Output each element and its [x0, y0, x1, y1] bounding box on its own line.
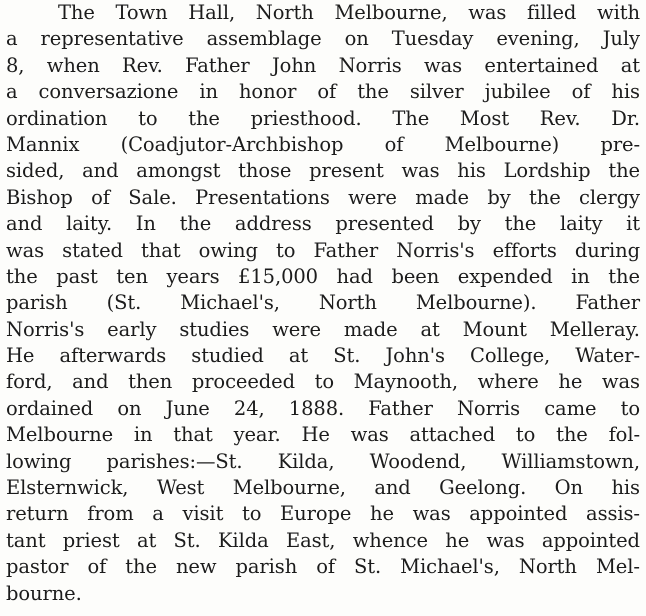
word: ordination	[6, 106, 108, 130]
word: St.	[333, 344, 361, 368]
word: that	[173, 423, 213, 447]
word: filled	[526, 1, 577, 24]
word: Father	[575, 291, 640, 315]
word: The	[392, 106, 430, 130]
word: afterwards	[59, 344, 167, 368]
word: Town	[115, 1, 168, 24]
word: present	[309, 159, 384, 183]
word: expended	[457, 264, 553, 288]
word: clergy	[579, 185, 640, 209]
word: (St.	[106, 291, 142, 315]
word: Mel-	[595, 555, 640, 579]
word: by	[457, 212, 481, 236]
word: visit	[182, 502, 224, 526]
word: St.	[354, 555, 382, 579]
word: was	[424, 53, 463, 77]
word: and	[82, 159, 119, 183]
word: Father	[313, 238, 379, 262]
word: pre-	[600, 132, 640, 156]
word: years	[166, 264, 220, 288]
word: from	[87, 502, 134, 526]
text-line	[6, 581, 640, 607]
word: that	[141, 238, 181, 262]
word: Presentations	[195, 185, 330, 209]
text-line	[6, 449, 640, 475]
text-line	[6, 132, 640, 158]
word: West	[156, 476, 205, 500]
text-line	[6, 422, 640, 448]
word: Hall,	[188, 1, 236, 24]
word: North	[255, 1, 314, 24]
word: the	[125, 555, 157, 579]
text-line	[6, 238, 640, 264]
word: Kilda,	[277, 449, 335, 473]
word: on	[117, 396, 142, 420]
word: the	[504, 212, 537, 236]
word: 24,	[233, 396, 265, 420]
word: to	[314, 370, 334, 394]
word: in	[199, 80, 218, 104]
word: East,	[285, 528, 336, 552]
word: evening,	[496, 27, 580, 51]
word: (Coadjutor-Archbishop	[120, 132, 344, 156]
word: Rev.	[122, 53, 163, 77]
word: stated	[62, 238, 123, 262]
word: the	[188, 106, 220, 130]
word: made	[343, 317, 398, 341]
text-line	[6, 475, 640, 501]
word: of	[317, 80, 337, 104]
word: studies	[179, 317, 250, 341]
word: studied	[191, 344, 264, 368]
word: where	[477, 370, 539, 394]
word: entertained	[484, 53, 599, 77]
word: the	[179, 212, 212, 236]
word: were	[272, 317, 321, 341]
word: he	[370, 502, 394, 526]
word: parish	[6, 291, 68, 315]
word: ford,	[6, 370, 53, 394]
word: Mount	[462, 317, 527, 341]
word: John's	[385, 344, 445, 368]
word: Rev.	[539, 106, 581, 130]
word: laity.	[66, 212, 113, 236]
word: laity	[559, 212, 603, 236]
word: attached	[409, 423, 496, 447]
word: Elsternwick,	[6, 476, 129, 500]
word: then	[128, 370, 173, 394]
word: those	[238, 159, 292, 183]
word: Kilda	[217, 528, 269, 552]
word: priest	[62, 528, 120, 552]
word: at	[136, 528, 157, 552]
text-line	[6, 106, 640, 132]
word: been	[391, 264, 440, 288]
word: priesthood.	[250, 106, 362, 130]
word: owing	[198, 238, 258, 262]
word: and	[374, 476, 411, 500]
word: Mannix	[6, 132, 80, 156]
word: proceeded	[191, 370, 295, 394]
word: 8,	[6, 53, 25, 77]
word: 1888.	[288, 396, 345, 420]
word: when	[46, 53, 100, 77]
word: to	[515, 423, 536, 447]
word: sided,	[6, 159, 65, 183]
word: £15,000	[238, 264, 318, 288]
word: Geelong.	[439, 476, 527, 500]
word: Father	[368, 396, 433, 420]
word: appointed	[469, 502, 568, 526]
word: was	[468, 1, 507, 24]
article-body	[6, 0, 640, 607]
word: to	[620, 396, 640, 420]
word: Melbourne).	[415, 291, 537, 315]
text-line	[6, 396, 640, 422]
word: past	[56, 264, 98, 288]
word: ordained	[6, 396, 94, 420]
word: was	[401, 159, 440, 183]
word: of	[316, 555, 335, 579]
word: was	[412, 502, 451, 526]
word: had	[336, 264, 373, 288]
word: The	[58, 1, 95, 24]
text-line	[6, 158, 640, 184]
word: Maynooth,	[353, 370, 458, 394]
word: John	[271, 53, 317, 77]
word: was	[486, 528, 525, 552]
text-line	[6, 185, 640, 211]
word: Sale.	[128, 185, 177, 209]
word: whence	[352, 528, 428, 552]
word: Michael's,	[400, 555, 500, 579]
word: with	[597, 1, 640, 24]
word: Water-	[575, 344, 640, 368]
word: the	[357, 80, 389, 104]
word: he	[558, 370, 583, 394]
word: of	[91, 185, 110, 209]
word: to	[241, 502, 262, 526]
word: amongst	[136, 159, 221, 183]
word: efforts	[492, 238, 557, 262]
word: the	[608, 264, 640, 288]
word: presented	[335, 212, 434, 236]
word: conversazione	[38, 80, 179, 104]
word: honor	[238, 80, 297, 104]
word: a	[152, 502, 164, 526]
word: and	[72, 370, 109, 394]
word: Bishop	[6, 185, 73, 209]
word: In	[135, 212, 156, 236]
word: made	[415, 185, 469, 209]
word: Most	[459, 106, 510, 130]
word: Williamstown,	[501, 449, 640, 473]
text-line	[6, 79, 640, 105]
text-line	[6, 554, 640, 580]
word: his	[611, 80, 640, 104]
word: early	[107, 317, 157, 341]
word: address	[234, 212, 312, 236]
word: He	[6, 344, 35, 368]
word: Father	[185, 53, 250, 77]
word: Norris	[338, 53, 402, 77]
word: bourne.	[6, 581, 82, 605]
word: he	[445, 528, 470, 552]
word: to	[138, 106, 158, 130]
word: the	[608, 159, 640, 183]
word: Michael's,	[180, 291, 280, 315]
word: ten	[116, 264, 148, 288]
word: at	[420, 317, 440, 341]
word: a	[6, 27, 18, 51]
word: On	[554, 476, 583, 500]
word: in	[133, 423, 153, 447]
word: on	[344, 27, 369, 51]
word: June	[165, 396, 210, 420]
word: St.	[173, 528, 201, 552]
word: Lordship	[503, 159, 591, 183]
word: of	[384, 132, 404, 156]
word: parish	[235, 555, 298, 579]
word: North	[318, 291, 377, 315]
text-line	[6, 501, 640, 527]
word: in	[571, 264, 590, 288]
word: was	[601, 370, 640, 394]
word: a	[6, 80, 18, 104]
word: Norris's	[396, 238, 475, 262]
text-line	[6, 343, 640, 369]
word: parishes:—St.	[106, 449, 243, 473]
word: Melbourne,	[334, 1, 448, 24]
word: He	[301, 423, 330, 447]
word: assis-	[586, 502, 640, 526]
word: new	[175, 555, 217, 579]
word: by	[487, 185, 511, 209]
word: of	[87, 555, 107, 579]
word: Woodend,	[369, 449, 467, 473]
word: year.	[233, 423, 281, 447]
word: came	[544, 396, 597, 420]
text-line	[6, 26, 640, 52]
text-line	[6, 0, 640, 26]
word: were	[348, 185, 397, 209]
word: at	[288, 344, 309, 368]
word: his	[611, 476, 640, 500]
word: during	[574, 238, 640, 262]
text-line	[6, 369, 640, 395]
word: the	[6, 264, 38, 288]
word: representative	[40, 27, 184, 51]
word: pastor	[6, 555, 69, 579]
word: College,	[470, 344, 551, 368]
word: Melbourne)	[444, 132, 560, 156]
word: tant	[6, 528, 46, 552]
text-line	[6, 53, 640, 79]
word: was	[6, 238, 45, 262]
text-line	[6, 528, 640, 554]
word: was	[350, 423, 389, 447]
word: and	[6, 212, 43, 236]
word: assemblage	[206, 27, 322, 51]
word: to	[276, 238, 296, 262]
word: Melleray.	[549, 317, 640, 341]
word: July	[602, 27, 640, 51]
word: Norris's	[6, 317, 85, 341]
word: his	[457, 159, 486, 183]
word: the	[529, 185, 561, 209]
word: the	[556, 423, 588, 447]
word: Norris	[456, 396, 521, 420]
text-line	[6, 317, 640, 343]
word: appointed	[541, 528, 640, 552]
word: at	[620, 53, 640, 77]
text-line	[6, 211, 640, 237]
word: return	[6, 502, 69, 526]
word: lowing	[6, 449, 72, 473]
text-line	[6, 264, 640, 290]
word: jubilee	[484, 80, 551, 104]
word: fol-	[608, 423, 640, 447]
word: of	[571, 80, 591, 104]
word: it	[626, 212, 640, 236]
word: Dr.	[611, 106, 640, 130]
text-line	[6, 290, 640, 316]
word: Melbourne,	[232, 476, 346, 500]
word: silver	[409, 80, 464, 104]
word: North	[518, 555, 577, 579]
word: Tuesday	[391, 27, 474, 51]
word: Melbourne	[6, 423, 114, 447]
word: Europe	[280, 502, 352, 526]
